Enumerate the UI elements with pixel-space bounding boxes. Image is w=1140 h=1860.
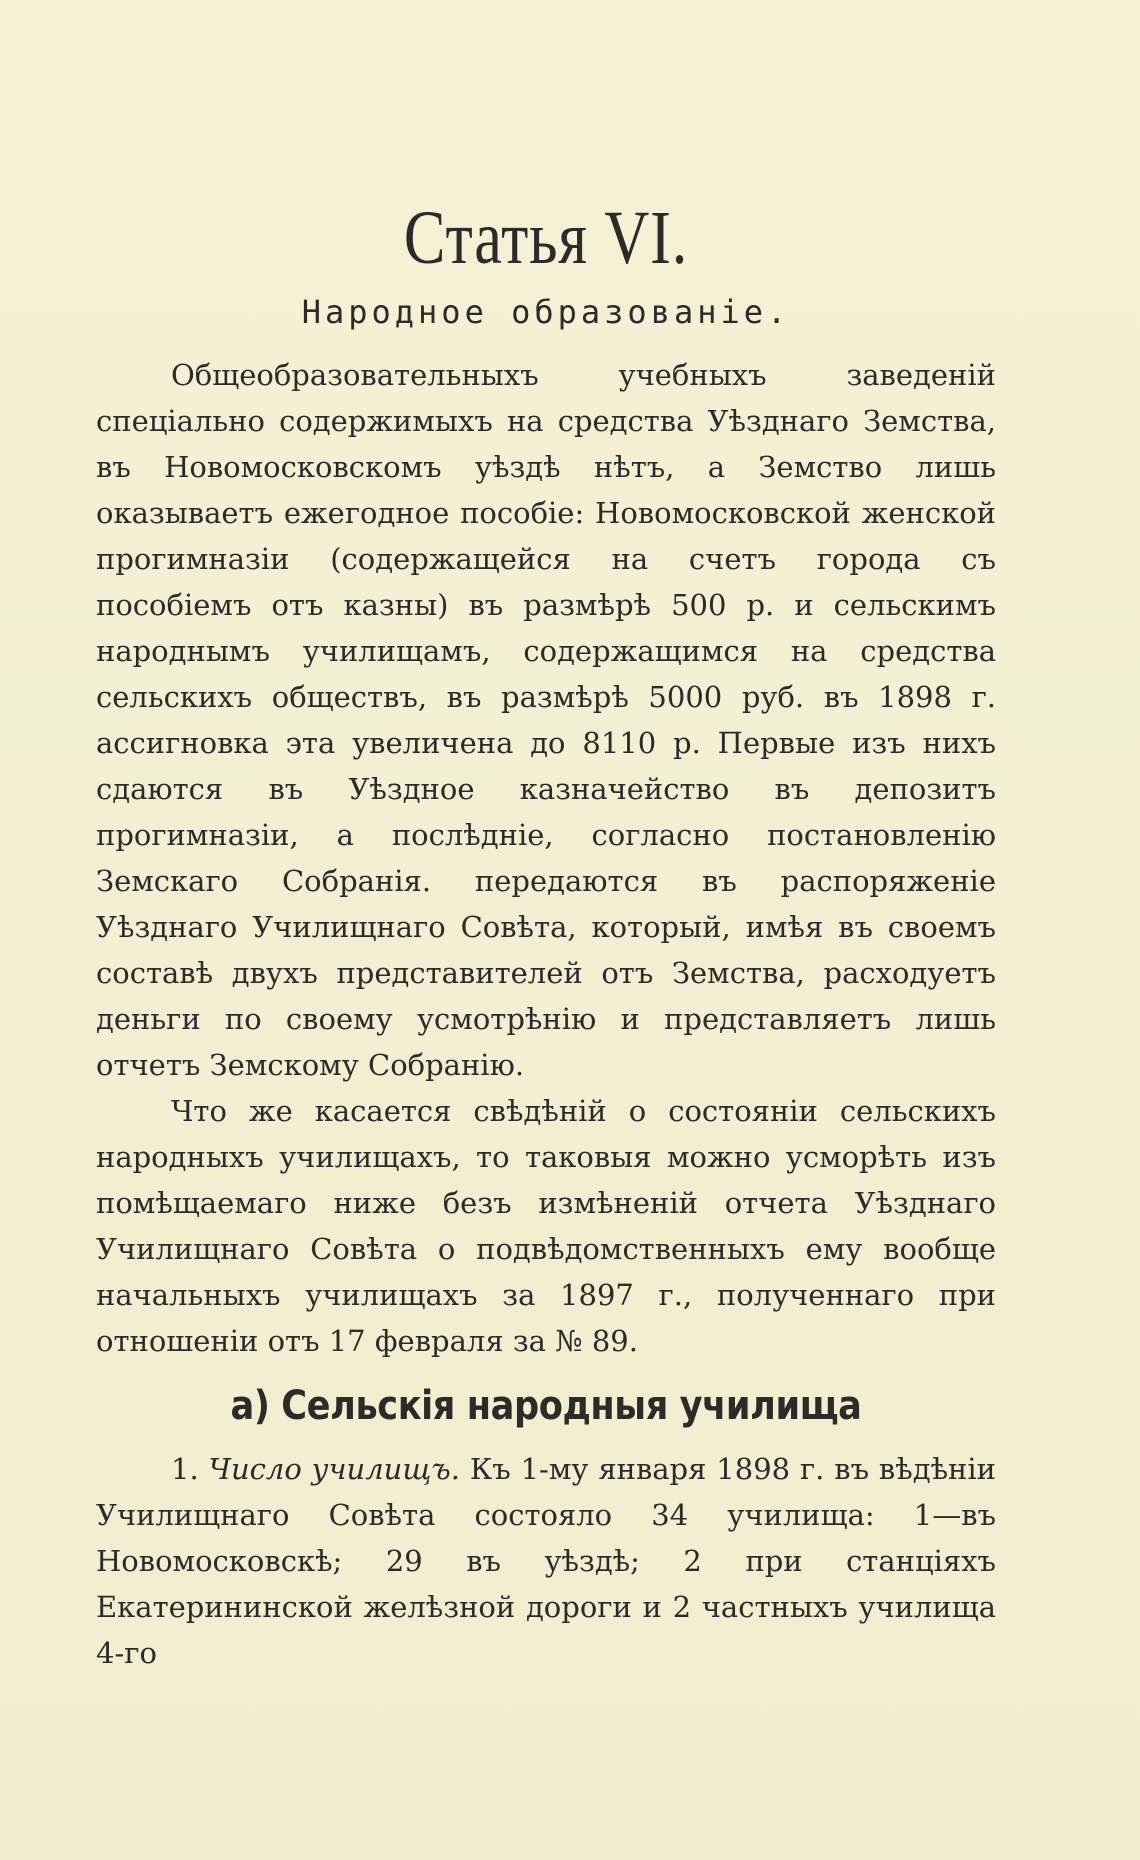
paragraph-3 xyxy=(96,1446,996,1676)
item-lead: Число училищъ. xyxy=(208,1452,460,1486)
item-number: 1. xyxy=(171,1452,199,1486)
item-text: Къ 1-му января 1898 г. въ вѣдѣніи Училищнаго Совѣта состояло 34 училища: 1—въ Новомосковскѣ; 29 въ уѣздѣ; 2 при станціяхъ Екатерининской желѣзной дороги и 2 частныхъ училища 4-го xyxy=(96,1452,996,1670)
article-title: Статья VI. xyxy=(403,196,689,280)
body-text xyxy=(96,352,996,1676)
section-heading: а) Сельскія народныя училища xyxy=(230,1383,862,1429)
page-content xyxy=(96,190,996,1676)
article-subtitle: Народное образованіе. xyxy=(301,293,791,331)
paragraph-2: Что же касается свѣдѣній о состояніи сельскихъ народныхъ училищахъ, то таковыя можно усморѣть изъ помѣщаемаго ниже безъ измѣненій отчета Уѣзднаго Училищнаго Совѣта о подвѣдомственныхъ ему вообще начальныхъ училищахъ за 1897 г., полученнаго при отношеніи отъ 17 февраля за № 89. xyxy=(96,1094,996,1358)
paragraph-1: Общеобразовательныхъ учебныхъ заведеній спеціально содержимыхъ на средства Уѣзднаго Земства, въ Новомосковскомъ уѣздѣ нѣтъ, а Земство лишь оказываетъ ежегодное пособіе: Новомосковской женской прогимназіи (содержащейся на счетъ города съ пособіемъ отъ казны) въ размѣрѣ 500 р. и сельскимъ народнымъ училищамъ, содержащимся на средства сельскихъ обществъ, въ размѣрѣ 5000 руб. въ 1898 г. ассигновка эта увеличена до 8110 р. Первые изъ нихъ сдаются въ Уѣздное казначейство въ депозитъ прогимназіи, а послѣдніе, согласно постановленію Земскаго Собранія. передаются въ распоряженіе Уѣзднаго Училищнаго Совѣта, который, имѣя въ своемъ составѣ двухъ представителей отъ Земства, расходуетъ деньги по своему усмотрѣнію и представляетъ лишь отчетъ Земскому Собранію. xyxy=(96,358,996,1082)
